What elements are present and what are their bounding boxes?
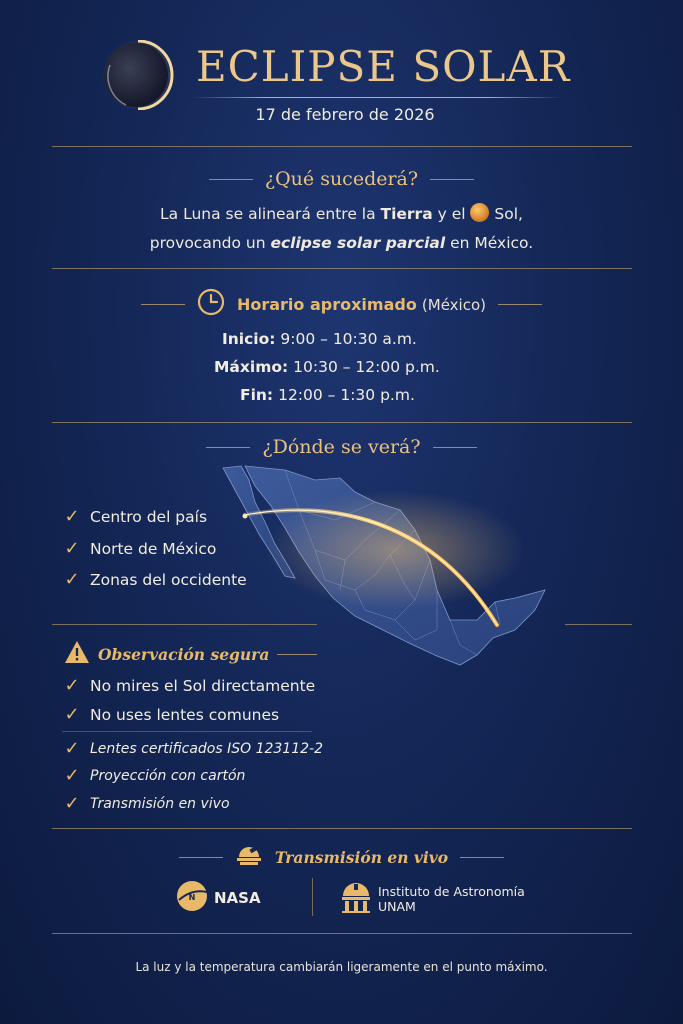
what-text: provocando un [149,234,271,252]
broadcast-logos [0,876,683,920]
list-item [62,793,230,814]
schedule-label: Fin: [240,386,274,404]
where-item-label: Norte de México [90,539,217,558]
svg-text:N: N [188,893,196,902]
check-icon: ✓ [64,704,80,725]
what-text: Sol, [489,205,523,223]
divider [62,731,312,732]
nasa-label: NASA [214,889,261,907]
event-date: 17 de febrero de 2026 [255,105,435,124]
safety-item-label: No uses lentes comunes [90,705,280,724]
what-text: y el [432,205,471,223]
unam-label-line1: Instituto de Astronomía [378,884,525,899]
safety-item-label: Proyección con cartón [90,767,246,784]
section-schedule-title: Horario aproximado [236,294,417,314]
section-safety-heading [64,640,317,668]
nasa-logo [176,880,208,916]
page-title: ECLIPSE SOLAR [196,42,571,91]
schedule-value: 10:30 – 12:00 p.m. [293,358,440,376]
what-text-bold: eclipse solar parcial [270,234,446,252]
check-icon: ✓ [64,765,80,786]
check-icon: ✓ [64,738,80,759]
sun-icon [470,203,489,222]
list-item [62,538,216,559]
list-item [62,569,247,590]
safety-item-label: No mires el Sol directamente [90,676,316,695]
eclipse-moon-icon [98,40,180,110]
schedule-label: Máximo: [214,358,289,376]
check-icon: ✓ [64,793,80,814]
nasa-link[interactable] [176,880,261,916]
list-item [62,738,323,759]
where-item-label: Zonas del occidente [90,570,247,589]
schedule-region: (México) [421,295,487,314]
divider [52,422,632,423]
section-schedule-heading [0,288,683,320]
safety-item-label: Lentes certificados ISO 123112-2 [90,740,323,757]
what-text: La Luna se alineará entre la [160,205,381,223]
logo-divider [312,878,313,916]
check-icon: ✓ [64,538,80,559]
check-icon: ✓ [64,569,80,590]
list-item [62,765,245,786]
divider [52,828,632,829]
check-icon: ✓ [64,675,80,696]
section-safety-title: Observación segura [98,644,270,664]
schedule-value: 9:00 – 10:30 a.m. [280,330,417,348]
section-live-title: Transmisión en vivo [274,847,449,867]
where-item-label: Centro del país [90,507,208,526]
divider [52,624,317,625]
what-text-bold: Tierra [380,205,433,223]
footer-note: La luz y la temperatura cambiarán ligeramente en el punto máximo. [135,960,548,974]
section-live-heading [0,843,683,871]
unam-observatory-logo [340,880,372,918]
what-text: en México. [445,234,534,252]
section-what-title: ¿Qué sucederá? [264,168,419,190]
what-description [0,200,683,258]
schedule-row-max [214,358,440,376]
schedule-row-end [240,386,415,404]
unam-label-line2: UNAM [378,899,416,914]
list-item [62,675,315,696]
warning-icon [64,640,90,668]
section-what-heading [0,168,683,190]
divider [565,624,632,625]
schedule-row-start [222,330,417,348]
observatory-icon [235,843,263,871]
list-item [62,704,279,725]
list-item [62,506,207,527]
section-where-title: ¿Dónde se verá? [262,436,421,458]
divider [52,933,632,934]
divider [52,268,632,269]
schedule-label: Inicio: [222,330,276,348]
title-underline [192,97,562,98]
schedule-value: 12:00 – 1:30 p.m. [278,386,415,404]
divider [52,146,632,147]
section-where-heading [0,436,683,458]
unam-link[interactable] [340,880,525,918]
clock-icon [197,288,225,320]
safety-item-label: Transmisión en vivo [90,795,230,812]
check-icon: ✓ [64,506,80,527]
